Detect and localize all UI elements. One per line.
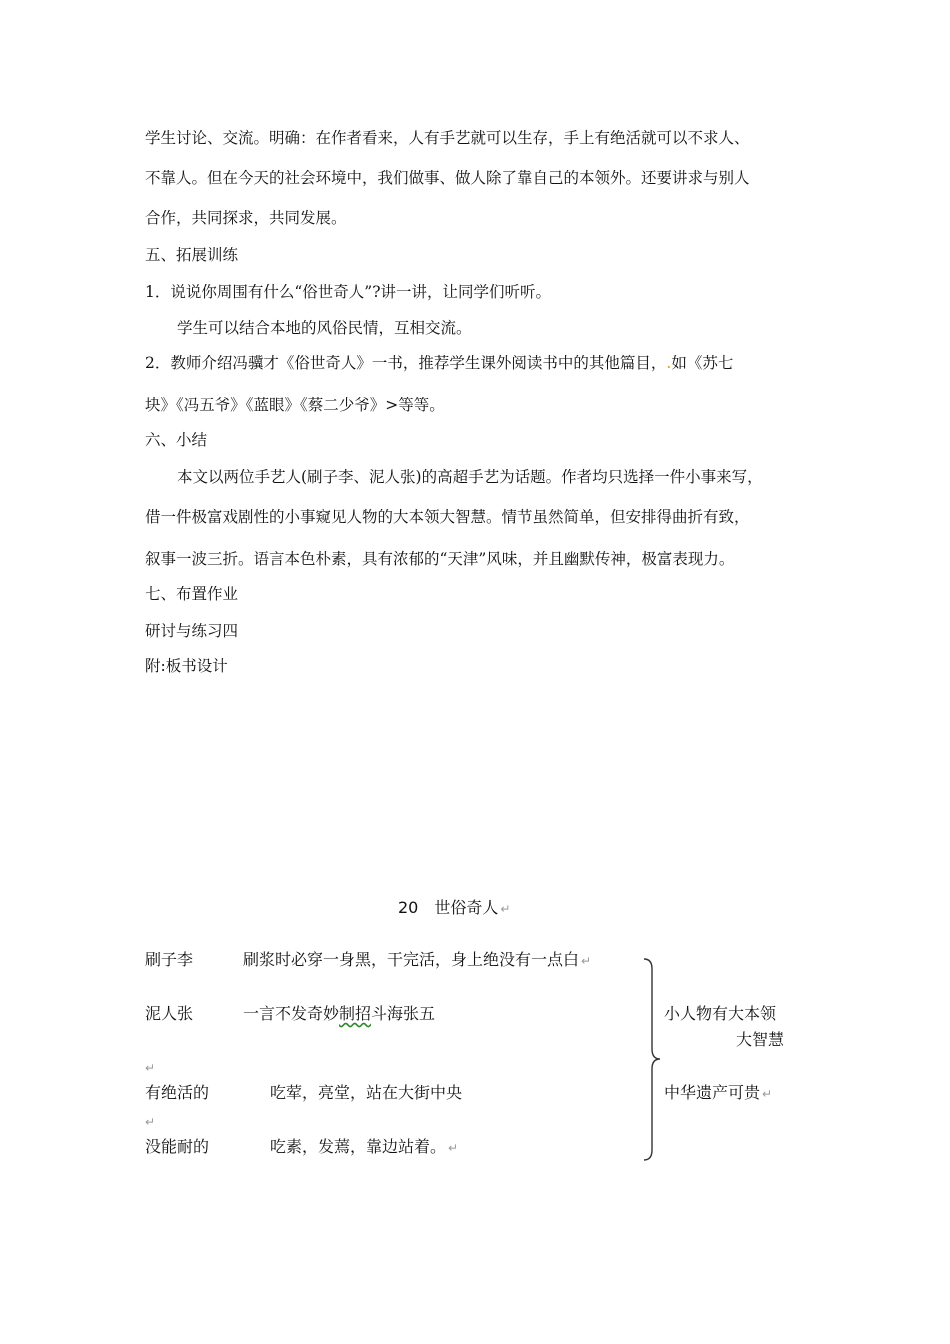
row-desc: 一言不发奇妙制招斗海张五	[243, 1004, 436, 1023]
paragraph-line: 合作，共同探求，共同发展。	[145, 209, 347, 227]
paragraph-mark-icon: ↵	[145, 1115, 156, 1129]
row-desc: 刷浆时必穿一身黑，干完活，身上绝没有一点白 ↵	[243, 950, 592, 969]
row-desc: 吃素，发蔫，靠边站着。 ↵	[270, 1137, 459, 1156]
question-line: 块》《冯五爷》《蓝眼》《蔡二少爷》>等等。	[145, 396, 445, 414]
summary-line: 本文以两位手艺人(刷子李、泥人张)的高超手艺为话题。作者均只选择一件小事来写，	[177, 468, 763, 486]
attachment-line: 附:板书设计	[145, 657, 228, 675]
row-name: 有绝活的	[145, 1083, 210, 1102]
question-text-cont: 如《苏七	[671, 354, 734, 372]
section-heading: 六、小结	[145, 431, 208, 449]
paragraph-mark-icon: ↵	[762, 1087, 773, 1101]
dot-marker: .	[666, 354, 672, 372]
row-name: 没能耐的	[145, 1137, 210, 1156]
section-heading: 五、拓展训练	[145, 246, 239, 264]
paragraph-mark-icon: ↵	[448, 1141, 459, 1155]
paragraph-line: 学生讨论、交流。明确：在作者看来，人有手艺就可以生存，手上有绝活就可以不求人、	[145, 129, 750, 147]
summary-line: 借一件极富戏剧性的小事窥见人物的大本领大智慧。情节虽然简单，但安排得曲折有致，	[145, 508, 750, 526]
conclusion-text: 中华遗产可贵 ↵	[664, 1083, 773, 1102]
paragraph-mark-icon: ↵	[145, 1061, 156, 1075]
board-title: 20 世俗奇人 ↵	[398, 898, 511, 917]
row-name: 泥人张	[145, 1004, 194, 1023]
paragraph-line: 不靠人。但在今天的社会环境中，我们做事、做人除了靠自己的本领外。还要讲求与别人	[145, 169, 750, 187]
right-brace-icon	[640, 957, 664, 1162]
summary-line: 叙事一波三折。语言本色朴素，具有浓郁的“天津”风味，并且幽默传神，极富表现力。	[145, 550, 735, 568]
paragraph-mark-icon: ↵	[500, 902, 511, 916]
conclusion-text: 小人物有大本领	[664, 1004, 777, 1023]
conclusion-text: 大智慧	[736, 1030, 785, 1049]
question-line: 1．说说你周围有什么“俗世奇人”?讲一讲，让同学们听听。	[145, 283, 552, 301]
row-desc: 吃荤，亮堂，站在大街中央	[270, 1083, 463, 1102]
spellcheck-underline: 制招	[339, 1004, 372, 1023]
answer-line: 学生可以结合本地的风俗民情，互相交流。	[177, 319, 472, 337]
row-name: 刷子李	[145, 950, 194, 969]
homework-line: 研讨与练习四	[145, 622, 239, 640]
question-line	[145, 353, 733, 373]
section-heading: 七、布置作业	[145, 585, 239, 603]
question-text: 2．教师介绍冯骥才《俗世奇人》一书，推荐学生课外阅读书中的其他篇目，	[145, 354, 667, 372]
paragraph-mark-icon: ↵	[581, 954, 592, 968]
